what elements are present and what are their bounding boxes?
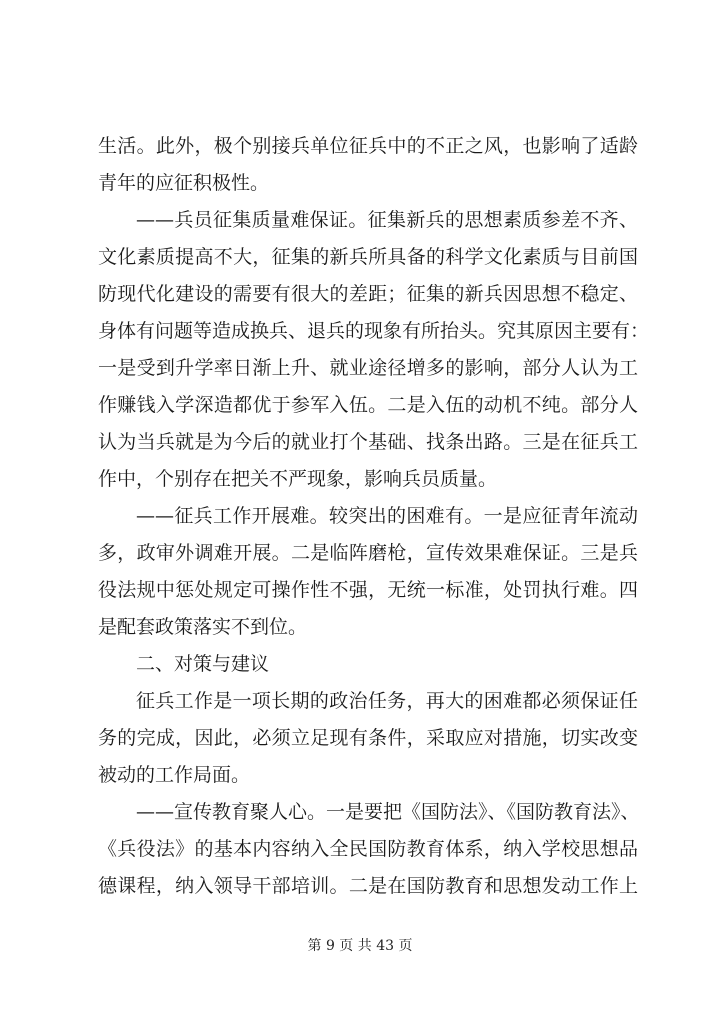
text-line: 多，政审外调难开展。二是临阵磨枪，宣传效果难保证。三是兵	[98, 542, 638, 564]
text-line: 是配套政策落实不到位。	[98, 616, 308, 638]
paragraph-heading: ——征兵工作开展难。较突出的困难有。一是应征青年流动	[136, 505, 638, 527]
text-line: 作赚钱入学深造都优于参军入伍。二是入伍的动机不纯。部分人	[98, 394, 638, 416]
text-line: 生活。此外，极个别接兵单位征兵中的不正之风，也影响了适龄	[98, 135, 638, 157]
text-line: 被动的工作局面。	[98, 764, 251, 786]
text-line: 《兵役法》的基本内容纳入全民国防教育体系，纳入学校思想品	[98, 838, 638, 860]
text-line: 役法规中惩处规定可操作性不强，无统一标准，处罚执行难。四	[98, 579, 638, 601]
paragraph-heading: ——宣传教育聚人心。一是要把《国防法》、《国防教育法》、	[136, 801, 640, 823]
text-line: 征兵工作是一项长期的政治任务，再大的困难都必须保证任	[136, 690, 638, 712]
text-line: 一是受到升学率日渐上升、就业途径增多的影响，部分人认为工	[98, 357, 638, 379]
text-line: 文化素质提高不大，征集的新兵所具备的科学文化素质与目前国	[98, 246, 638, 268]
page-number-footer: 第 9 页 共 43 页	[307, 938, 413, 954]
text-line: 认为当兵就是为今后的就业打个基础、找条出路。三是在征兵工	[98, 431, 638, 453]
paragraph-heading: ——兵员征集质量难保证。征集新兵的思想素质参差不齐、	[136, 209, 638, 231]
text-line: 作中，个别存在把关不严现象，影响兵员质量。	[98, 468, 498, 490]
body-text	[98, 128, 650, 905]
text-line: 防现代化建设的需要有很大的差距；征集的新兵因思想不稳定、	[98, 283, 638, 305]
text-line: 务的完成，因此，必须立足现有条件，采取应对措施，切实改变	[98, 727, 638, 749]
text-line: 青年的应征积极性。	[98, 172, 270, 194]
text-line: 身体有问题等造成换兵、退兵的现象有所抬头。究其原因主要有：	[98, 320, 650, 342]
section-heading: 二、对策与建议	[136, 653, 270, 675]
text-line: 德课程，纳入领导干部培训。二是在国防教育和思想发动工作上	[98, 875, 638, 897]
